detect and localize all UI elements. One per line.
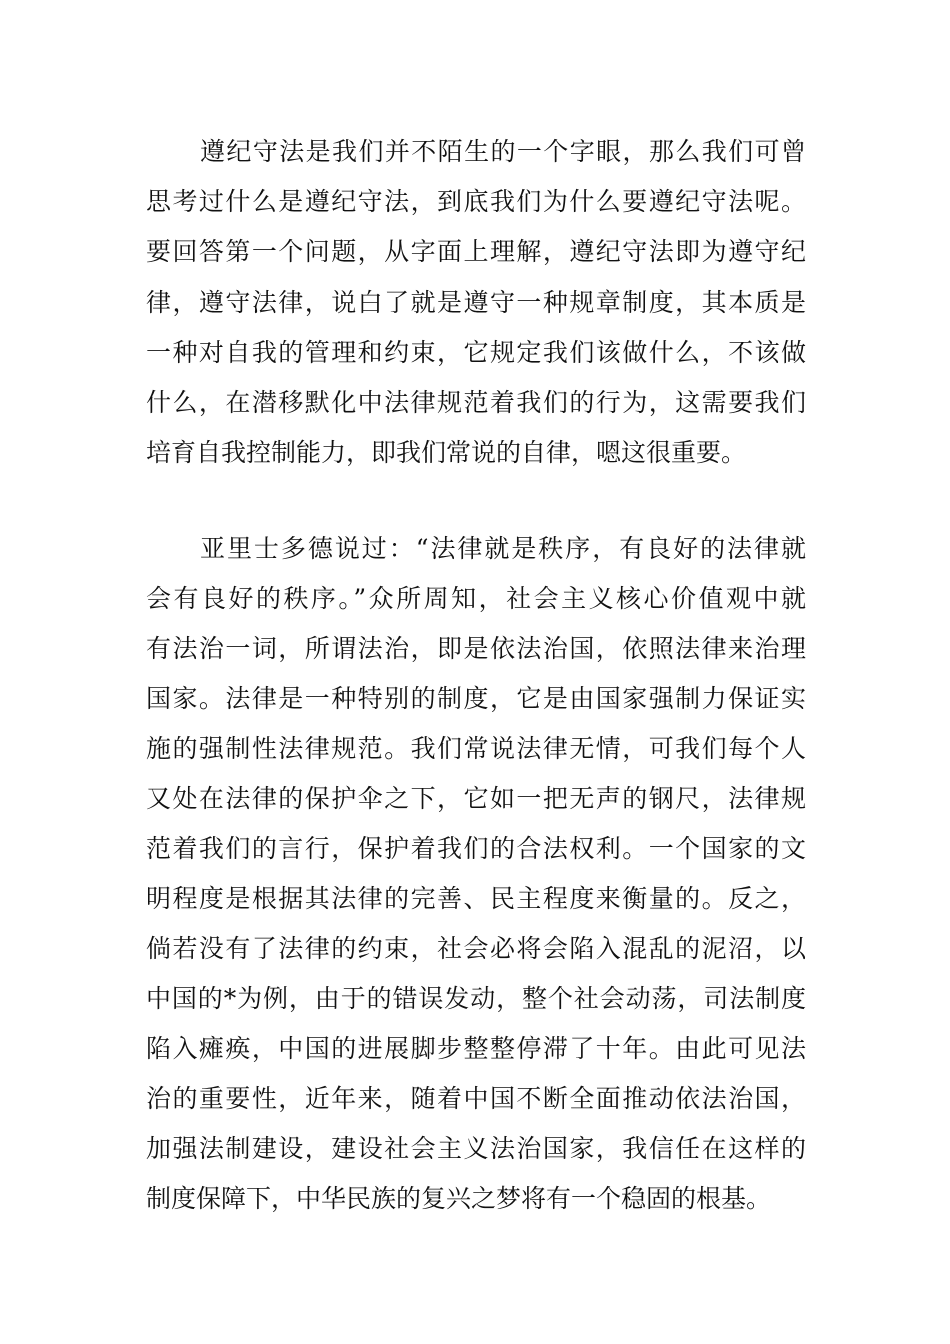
text-line: 又处在法律的保护伞之下，它如一把无声的钢尺，法律规 (146, 784, 806, 813)
text-line: 施的强制性法律规范。我们常说法律无情，可我们每个人 (146, 734, 806, 763)
text-line: 范着我们的言行，保护着我们的合法权利。一个国家的文 (146, 834, 806, 863)
text-line: 中国的*为例，由于的错误发动，整个社会动荡，司法制度 (146, 984, 806, 1013)
text-line: 什么，在潜移默化中法律规范着我们的行为，这需要我们 (146, 388, 806, 417)
text-line: 亚里士多德说过：“法律就是秩序，有良好的法律就 (200, 534, 806, 563)
text-line: 明程度是根据其法律的完善、民主程度来衡量的。反之， (146, 884, 806, 913)
text-line: 要回答第一个问题，从字面上理解，遵纪守法即为遵守纪 (146, 237, 806, 266)
text-line: 培育自我控制能力，即我们常说的自律，嗯这很重要。 (146, 438, 747, 467)
text-line: 治的重要性，近年来，随着中国不断全面推动依法治国， (146, 1084, 806, 1113)
text-line: 律，遵守法律，说白了就是遵守一种规章制度，其本质是 (146, 288, 806, 317)
text-line: 倘若没有了法律的约束，社会必将会陷入混乱的泥沼，以 (146, 934, 806, 963)
text-line: 国家。法律是一种特别的制度，它是由国家强制力保证实 (146, 684, 806, 713)
text-line: 思考过什么是遵纪守法，到底我们为什么要遵纪守法呢。 (146, 187, 806, 216)
text-line: 加强法制建设，建设社会主义法治国家，我信任在这样的 (146, 1134, 806, 1163)
text-line: 会有良好的秩序。”众所周知，社会主义核心价值观中就 (146, 584, 806, 613)
text-line: 制度保障下，中华民族的复兴之梦将有一个稳固的根基。 (146, 1184, 772, 1213)
text-line: 一种对自我的管理和约束，它规定我们该做什么，不该做 (146, 338, 806, 367)
text-line: 遵纪守法是我们并不陌生的一个字眼，那么我们可曾 (200, 137, 806, 166)
text-line: 有法治一词，所谓法治，即是依法治国，依照法律来治理 (146, 634, 806, 663)
text-line: 陷入瘫痪，中国的进展脚步整整停滞了十年。由此可见法 (146, 1034, 806, 1063)
